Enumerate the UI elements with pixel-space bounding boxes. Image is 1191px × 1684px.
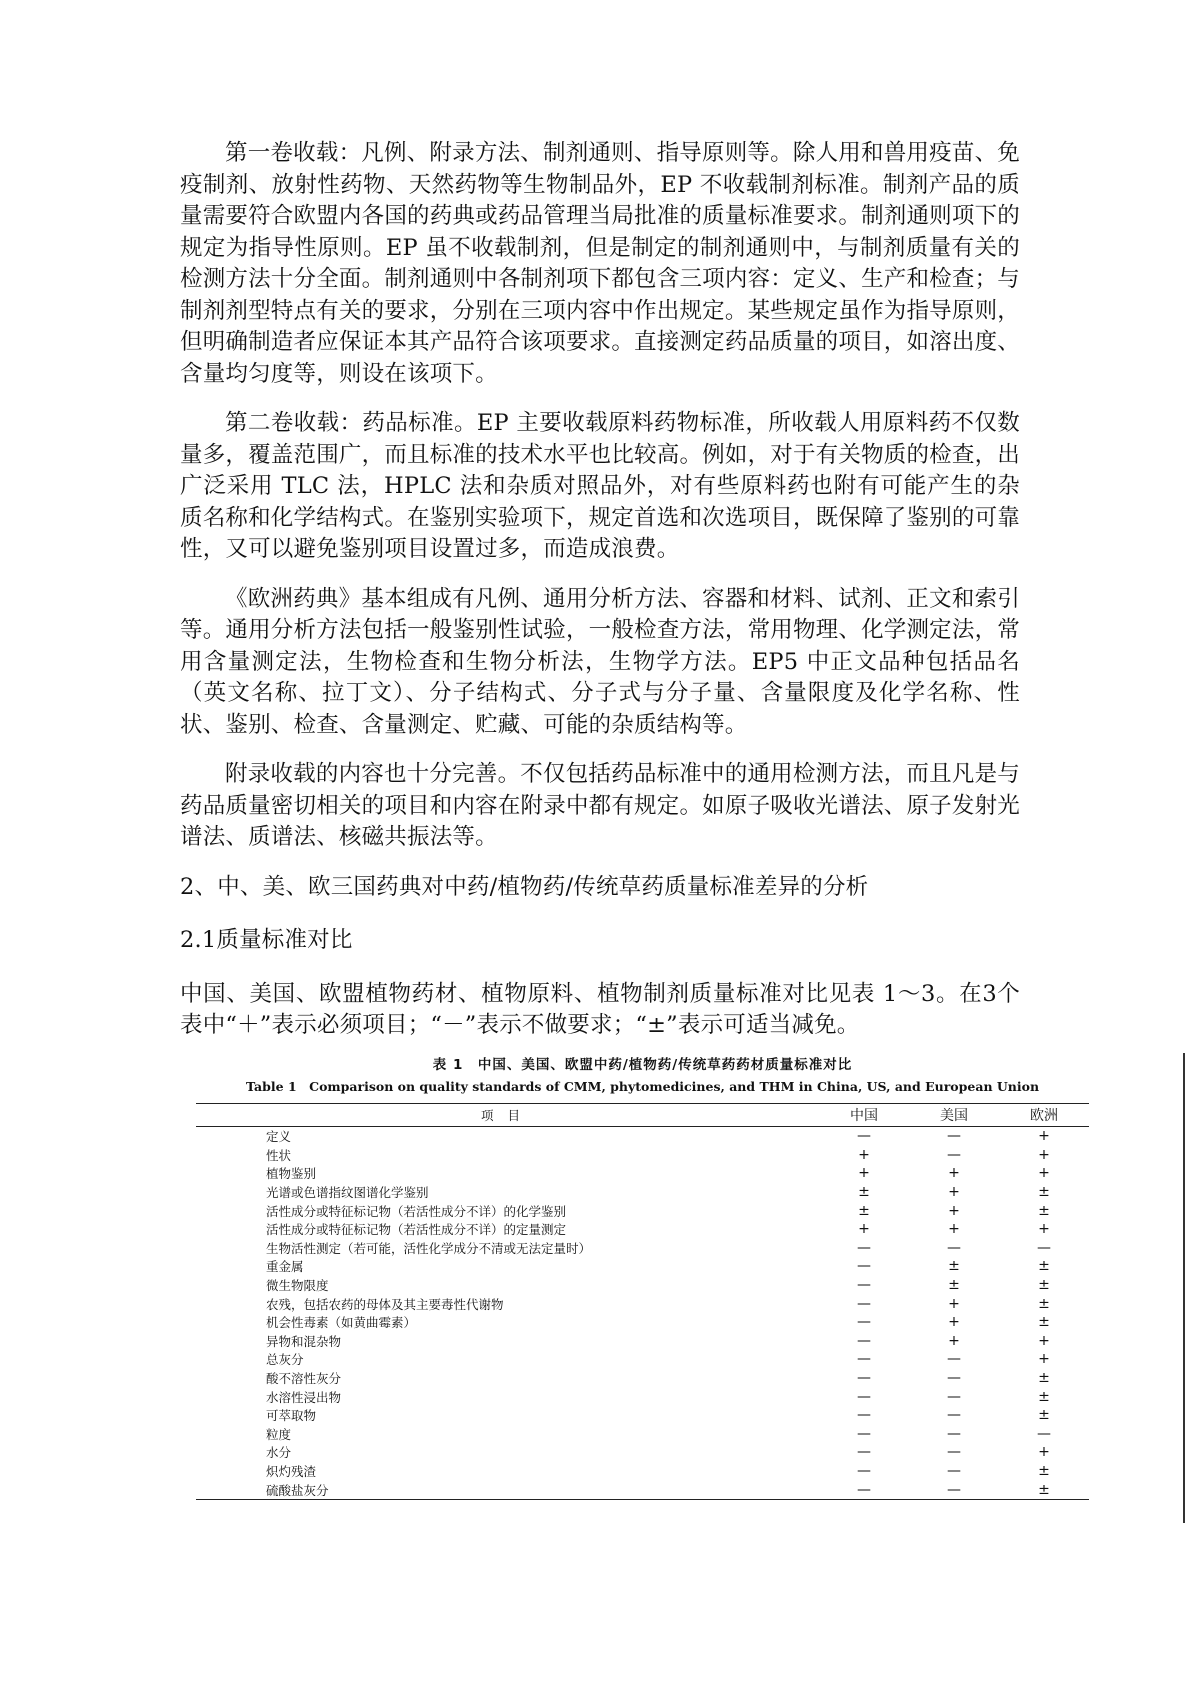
cell-us: —: [947, 1407, 961, 1424]
table-row: [196, 1294, 1089, 1313]
cell-us: +: [948, 1202, 960, 1219]
cell-item: 农残，包括农药的母体及其主要毒性代谢物: [266, 1296, 504, 1312]
cell-item: 硫酸盐灰分: [196, 1480, 819, 1499]
cell-us: —: [947, 1425, 961, 1442]
cell-item: 生物活性测定（若可能，活性化学成分不清或无法定量时）: [266, 1240, 592, 1256]
cell-us: —: [947, 1370, 961, 1387]
cell-us: ±: [948, 1277, 960, 1294]
header-us: 美国: [909, 1104, 999, 1127]
cell-europe: ±: [1038, 1295, 1050, 1312]
cell-item: 炽灼残渣: [266, 1463, 317, 1479]
cell-china: —: [857, 1258, 871, 1275]
cell-china: —: [857, 1332, 871, 1349]
cell-item: 活性成分或特征标记物（若活性成分不详）的定量测定: [266, 1222, 567, 1238]
cell-item: 可萃取物: [266, 1408, 317, 1424]
header-europe: 欧洲: [999, 1104, 1089, 1127]
table-row: [196, 1387, 1089, 1406]
cell-item: 总灰分: [266, 1352, 304, 1368]
table-body: [196, 1127, 1089, 1500]
table-row: [196, 1201, 1089, 1220]
cell-europe: ±: [1038, 1258, 1050, 1275]
cell-item: 定义: [266, 1129, 292, 1145]
cell-china: —: [857, 1295, 871, 1312]
cell-europe: ±: [1038, 1407, 1050, 1424]
cell-europe: —: [1037, 1425, 1051, 1442]
cell-item: 性状: [266, 1147, 292, 1163]
table-caption-cn: 表 1 中国、美国、欧盟中药/植物药/传统草药药材质量标准对比: [432, 1057, 853, 1073]
cell-china: ±: [858, 1184, 870, 1201]
cell-china: —: [857, 1388, 871, 1405]
cell-us: —: [909, 1480, 999, 1499]
paragraph-ep-composition: 《欧洲药典》基本组成有凡例、通用分析方法、容器和材料、试剂、正文和索引等。通用分析方法包括一般鉴别性试验，一般检查方法，常用物理、化学测定法，常用含量测定法，生物检查和生物分析法，生物学方法。EP5 中正文品种包括品名（英文名称、拉丁文）、分子结构式、分子式与分子量、含量限度及化学名称、性状、鉴别、检查、含量测定、贮藏、可能的杂质结构等。: [180, 585, 1020, 738]
cell-us: +: [948, 1221, 960, 1238]
cell-china: —: [857, 1128, 871, 1145]
table-row: [196, 1462, 1089, 1481]
cell-china: +: [858, 1165, 870, 1182]
cell-china: —: [857, 1314, 871, 1331]
table-row: [196, 1164, 1089, 1183]
cell-us: —: [947, 1351, 961, 1368]
cell-europe: ±: [1038, 1277, 1050, 1294]
cell-china: —: [857, 1425, 871, 1442]
table-row: [196, 1350, 1089, 1369]
cell-china: —: [857, 1462, 871, 1479]
table-row: [196, 1127, 1089, 1146]
cell-us: —: [947, 1462, 961, 1479]
paragraph-volume-two: 第二卷收载：药品标准。EP 主要收载原料药物标准，所收载人用原料药不仅数量多，覆盖范围广，而且标准的技术水平也比较高。例如，对于有关物质的检查，出广泛采用 TLC 法，HPLC 法和杂质对照品外，对有些原料药也附有可能产生的杂质名称和化学结构式。在鉴别实验项下，规定首选和次选项目，既保障了鉴别的可靠性，又可以避免鉴别项目设置过多，而造成浪费。: [180, 410, 1020, 562]
cell-item: 粒度: [266, 1426, 292, 1442]
cell-item: 异物和混杂物: [266, 1333, 342, 1349]
cell-us: +: [948, 1332, 960, 1349]
cell-us: +: [948, 1184, 960, 1201]
cell-europe: ±: [999, 1480, 1089, 1499]
cell-item: 微生物限度: [266, 1278, 329, 1294]
cell-china: —: [857, 1444, 871, 1461]
cell-item: 机会性毒素（如黄曲霉素）: [266, 1315, 417, 1331]
table-row: [196, 1332, 1089, 1351]
cell-europe: +: [1038, 1128, 1050, 1145]
cell-europe: ±: [1038, 1388, 1050, 1405]
paragraph-appendix: 附录收载的内容也十分完善。不仅包括药品标准中的通用检测方法，而且凡是与药品质量密切相关的项目和内容在附录中都有规定。如原子吸收光谱法、原子发射光谱法、质谱法、核磁共振法等。: [180, 761, 1020, 850]
cell-china: +: [858, 1221, 870, 1238]
cell-europe: +: [1038, 1221, 1050, 1238]
body-text: [180, 138, 1020, 1060]
page-edge-line: [1183, 1053, 1185, 1523]
cell-europe: ±: [1038, 1314, 1050, 1331]
cell-china: +: [858, 1146, 870, 1163]
table-row: [196, 1146, 1089, 1165]
table-row: [196, 1183, 1089, 1202]
cell-china: —: [857, 1407, 871, 1424]
cell-us: —: [947, 1239, 961, 1256]
cell-item: 光谱或色谱指纹图谱化学鉴别: [266, 1185, 429, 1201]
cell-us: —: [947, 1444, 961, 1461]
cell-europe: ±: [1038, 1202, 1050, 1219]
cell-europe: +: [1038, 1351, 1050, 1368]
paragraph-volume-one: 第一卷收载：凡例、附录方法、制剂通则、指导原则等。除人用和兽用疫苗、免疫制剂、放射性药物、天然药物等生物制品外，EP 不收载制剂标准。制剂产品的质量需要符合欧盟内各国的药典或药品管理当局批准的质量标准要求。制剂通则项下的规定为指导性原则。EP 虽不收载制剂，但是制定的制剂通则中，与制剂质量有关的检测方法十分全面。制剂通则中各制剂项下都包含三项内容：定义、生产和检查；与制剂剂型特点有关的要求，分别在三项内容中作出规定。某些规定虽作为指导原则，但明确制造者应保证本其产品符合该项要求。直接测定药品质量的项目，如溶出度、含量均匀度等，则设在该项下。: [180, 140, 1020, 387]
table-caption-en: Table 1 Comparison on quality standards of CMM, phytomedicines, and THM in China, US, and European Union: [245, 1079, 1040, 1094]
cell-china: —: [819, 1480, 909, 1499]
cell-us: —: [947, 1388, 961, 1405]
table-row: [196, 1239, 1089, 1258]
cell-china: ±: [858, 1202, 870, 1219]
cell-us: +: [948, 1165, 960, 1182]
cell-item: 水分: [266, 1445, 292, 1461]
cell-europe: ±: [1038, 1184, 1050, 1201]
cell-us: —: [947, 1128, 961, 1145]
table-row: [196, 1257, 1089, 1276]
subsection-heading: 2.1质量标准对比: [180, 927, 353, 953]
cell-europe: +: [1038, 1165, 1050, 1182]
cell-item: 重金属: [266, 1259, 304, 1275]
cell-europe: ±: [1038, 1370, 1050, 1387]
table-row: [196, 1443, 1089, 1462]
table-figure: [196, 1053, 1089, 1500]
cell-europe: ±: [1038, 1462, 1050, 1479]
cell-china: —: [857, 1277, 871, 1294]
cell-china: —: [857, 1351, 871, 1368]
paragraph-table-intro: 中国、美国、欧盟植物药材、植物原料、植物制剂质量标准对比见表 1～3。在3个表中“＋”表示必须项目；“－”表示不做要求；“±”表示可适当减免。: [180, 980, 1020, 1038]
table-row: [196, 1313, 1089, 1332]
cell-us: ±: [948, 1258, 960, 1275]
cell-europe: +: [1038, 1332, 1050, 1349]
header-china: 中国: [819, 1104, 909, 1127]
cell-europe: —: [1037, 1239, 1051, 1256]
cell-us: +: [948, 1314, 960, 1331]
quality-standards-table: [196, 1103, 1089, 1500]
header-item: 项目: [196, 1104, 819, 1127]
cell-us: +: [948, 1295, 960, 1312]
cell-item: 水溶性浸出物: [266, 1389, 342, 1405]
table-row: [196, 1406, 1089, 1425]
table-row: [196, 1220, 1089, 1239]
cell-china: —: [857, 1370, 871, 1387]
cell-item: 植物鉴别: [266, 1166, 317, 1182]
section-heading: 2、中、美、欧三国药典对中药/植物药/传统草药质量标准差异的分析: [180, 873, 869, 900]
cell-europe: +: [1038, 1444, 1050, 1461]
table-row: [196, 1276, 1089, 1295]
cell-europe: +: [1038, 1146, 1050, 1163]
cell-item: 酸不溶性灰分: [266, 1371, 342, 1387]
table-row: [196, 1425, 1089, 1444]
table-row: [196, 1480, 1089, 1499]
cell-us: —: [947, 1146, 961, 1163]
table-header-row: [196, 1104, 1089, 1127]
cell-item: 活性成分或特征标记物（若活性成分不详）的化学鉴别: [266, 1203, 567, 1219]
table-row: [196, 1369, 1089, 1388]
cell-china: —: [857, 1239, 871, 1256]
